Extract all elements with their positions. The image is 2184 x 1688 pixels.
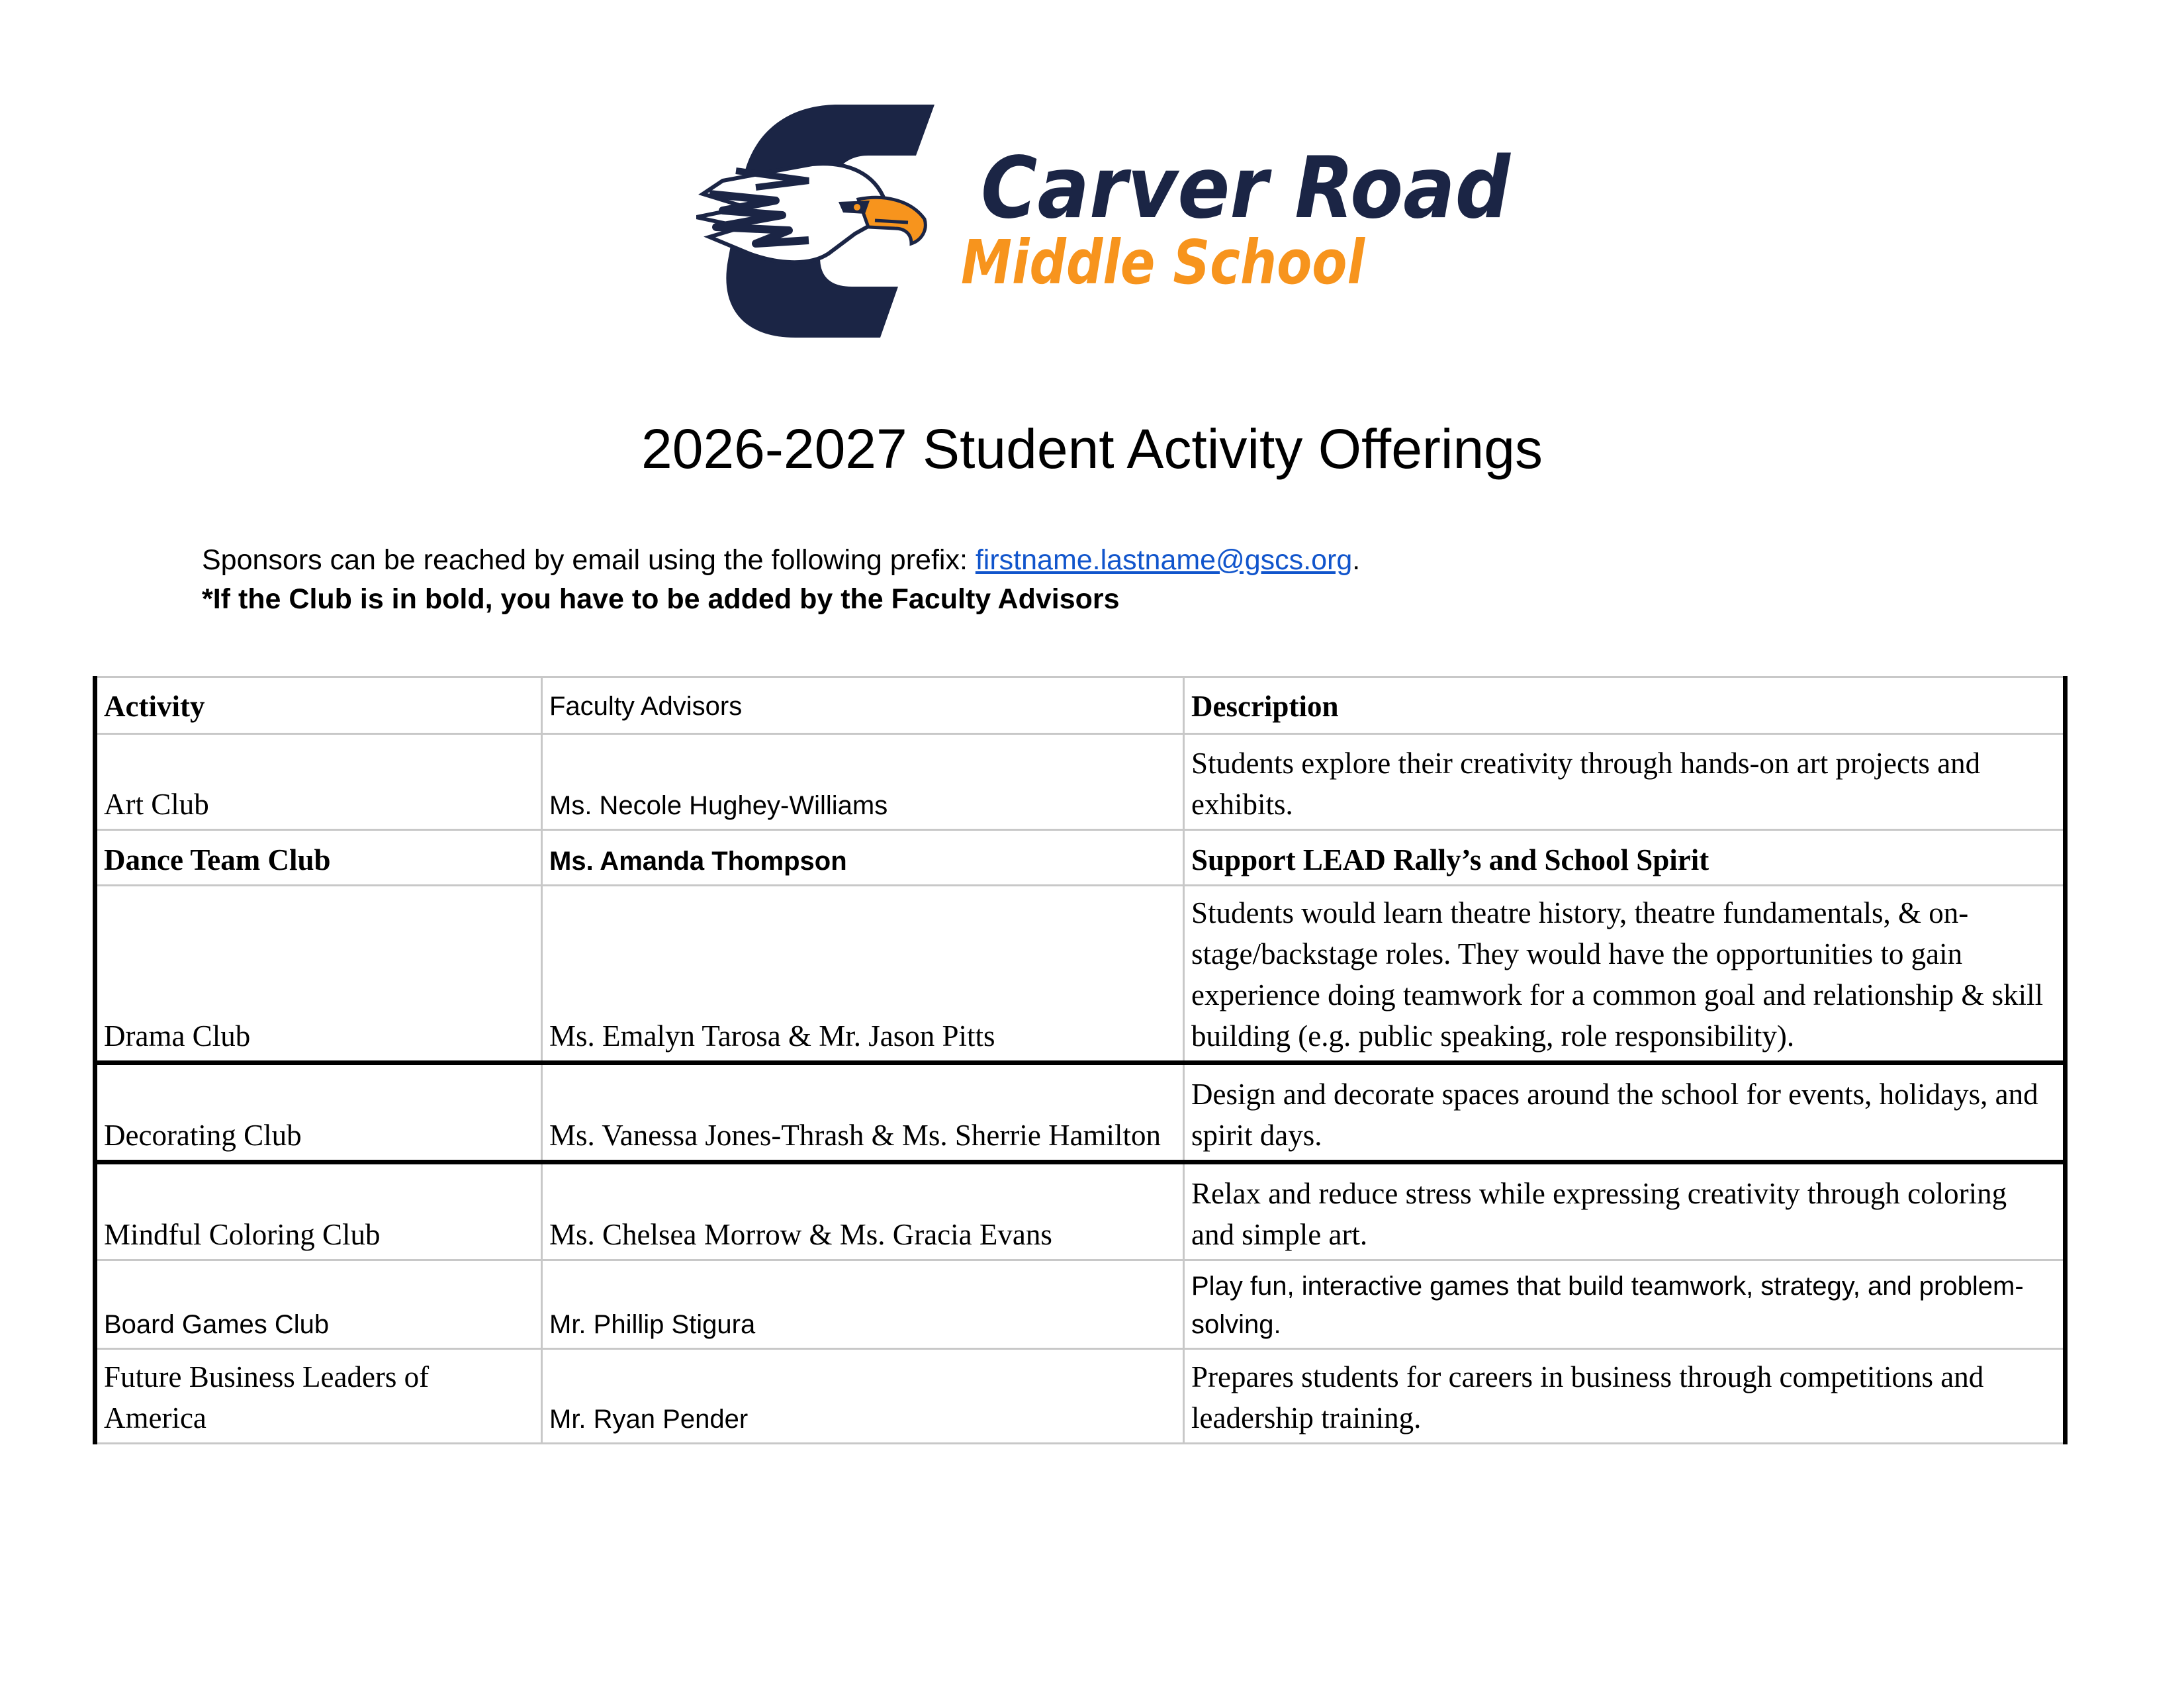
- table-header-row: [95, 677, 2066, 734]
- logo-line-1: Carver Road: [981, 139, 1512, 238]
- sponsors-note-text: Sponsors can be reached by email using the following prefix:: [202, 544, 976, 576]
- logo-line-2: Middle School: [961, 227, 1366, 298]
- header-description: Description: [1184, 677, 2066, 734]
- table-row: [95, 830, 2066, 886]
- activity-cell: Decorating Club: [95, 1063, 542, 1162]
- description-cell: Design and decorate spaces around the school for events, holidays, and spirit days.: [1184, 1063, 2066, 1162]
- description-cell: Students explore their creativity through hands-on art projects and exhibits.: [1184, 734, 2066, 830]
- description-cell: Relax and reduce stress while expressing creativity through coloring and simple art.: [1184, 1162, 2066, 1260]
- table-row: [95, 1063, 2066, 1162]
- page-title: 2026-2027 Student Activity Offerings: [641, 418, 1543, 480]
- activity-cell: Future Business Leaders of America: [95, 1349, 542, 1444]
- description-cell: Support LEAD Rally’s and School Spirit: [1184, 830, 2066, 886]
- table-row: [95, 886, 2066, 1063]
- activity-cell: Board Games Club: [95, 1260, 542, 1349]
- sponsors-note-suffix: .: [1352, 544, 1361, 576]
- description-cell: Play fun, interactive games that build teamwork, strategy, and problem-solving.: [1184, 1260, 2066, 1349]
- bold-club-note: *If the Club is in bold, you have to be added by the Faculty Advisors: [202, 583, 1120, 615]
- table-row: [95, 1349, 2066, 1444]
- advisors-cell: Ms. Necole Hughey-Williams: [542, 734, 1184, 830]
- advisors-cell: Ms. Chelsea Morrow & Ms. Gracia Evans: [542, 1162, 1184, 1260]
- header-faculty-advisors: Faculty Advisors: [542, 677, 1184, 734]
- table-row: [95, 1260, 2066, 1349]
- activity-cell: Mindful Coloring Club: [95, 1162, 542, 1260]
- activities-table: [93, 676, 2068, 1444]
- school-logo: [696, 101, 1517, 341]
- header-activity: Activity: [95, 677, 542, 734]
- activity-cell: Dance Team Club: [95, 830, 542, 886]
- description-cell: Prepares students for careers in business through competitions and leadership training.: [1184, 1349, 2066, 1444]
- description-cell: Students would learn theatre history, theatre fundamentals, & on-stage/backstage roles. They would have the opportunities to gain experience doing teamwork for a common goal and relationship & skill building (e.g. public speaking, role responsibility).: [1184, 886, 2066, 1063]
- advisors-cell: Ms. Amanda Thompson: [542, 830, 1184, 886]
- advisors-cell: Mr. Ryan Pender: [542, 1349, 1184, 1444]
- table-row: [95, 734, 2066, 830]
- advisors-cell: Mr. Phillip Stigura: [542, 1260, 1184, 1349]
- activity-cell: Drama Club: [95, 886, 542, 1063]
- advisors-cell: Ms. Vanessa Jones-Thrash & Ms. Sherrie Hamilton: [542, 1063, 1184, 1162]
- sponsor-email-link[interactable]: firstname.lastname@gscs.org: [975, 544, 1353, 576]
- eagle-icon: [696, 105, 934, 338]
- sponsors-note: [202, 541, 1360, 579]
- advisors-cell: Ms. Emalyn Tarosa & Mr. Jason Pitts: [542, 886, 1184, 1063]
- table-row: [95, 1162, 2066, 1260]
- activity-cell: Art Club: [95, 734, 542, 830]
